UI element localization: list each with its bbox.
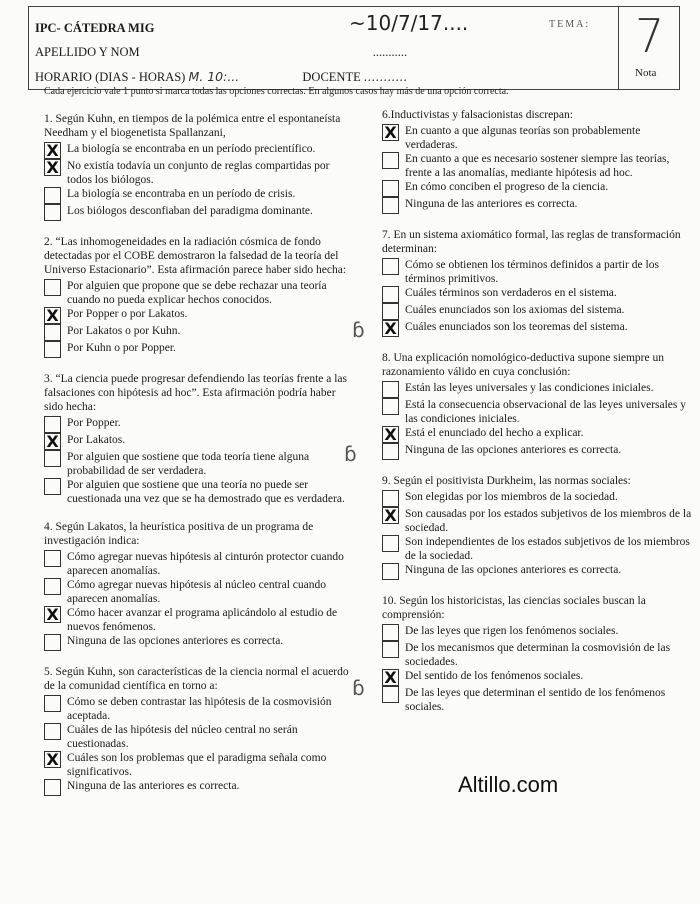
answer-checkbox[interactable] xyxy=(382,443,399,460)
answer-option[interactable] xyxy=(44,550,354,578)
answer-option[interactable] xyxy=(44,779,354,796)
answer-checkbox[interactable] xyxy=(44,324,61,341)
answer-label: Por Lakatos o por Kuhn. xyxy=(67,325,181,337)
answer-checkbox[interactable]: X xyxy=(44,142,61,159)
answer-label: Los biólogos desconfiaban del paradigma dominante. xyxy=(67,205,313,217)
answer-checkbox[interactable]: X xyxy=(44,307,61,324)
answer-option[interactable] xyxy=(44,142,354,159)
question-text: 10. Según los historicistas, las ciencias sociales buscan la comprensión: xyxy=(382,595,646,621)
answer-checkbox[interactable] xyxy=(382,303,399,320)
answer-option[interactable] xyxy=(382,443,692,460)
answer-checkbox[interactable] xyxy=(44,695,61,712)
question xyxy=(44,520,354,651)
answer-label: Cómo agregar nuevas hipótesis al cinturón protector cuando aparecen anomalías. xyxy=(67,551,344,577)
answer-label: Cuáles enunciados son los teoremas del sistema. xyxy=(405,321,628,333)
answer-option[interactable] xyxy=(44,578,354,606)
header-line-1 xyxy=(35,21,154,36)
answer-checkbox[interactable] xyxy=(44,450,61,467)
answer-checkbox[interactable] xyxy=(382,535,399,552)
question xyxy=(382,474,692,580)
answer-option[interactable] xyxy=(44,634,354,651)
answer-option[interactable] xyxy=(382,563,692,580)
answer-label: Cómo se deben contrastar las hipótesis de la cosmovisión aceptada. xyxy=(67,696,332,722)
answer-checkbox[interactable] xyxy=(382,686,399,703)
teacher-value: ........... xyxy=(363,69,408,84)
schedule-label: HORARIO (DIAS - HORAS) xyxy=(35,70,186,84)
question xyxy=(382,594,692,714)
exam-header xyxy=(28,6,680,90)
answer-checkbox[interactable] xyxy=(382,152,399,169)
answer-option[interactable] xyxy=(382,197,692,214)
question-text: 6.Inductivistas y falsacionistas discrepan: xyxy=(382,109,573,121)
answer-label: La biología se encontraba en un período de crisis. xyxy=(67,188,296,200)
answer-option[interactable] xyxy=(382,152,692,180)
answer-label: Está la consecuencia observacional de las leyes universales y las condiciones iniciales. xyxy=(405,399,686,425)
check-mark-q7: ɓ xyxy=(352,318,365,342)
answer-checkbox[interactable] xyxy=(382,398,399,415)
answer-option[interactable] xyxy=(382,535,692,563)
questions-right-column xyxy=(382,108,692,728)
answer-checkbox[interactable]: X xyxy=(44,751,61,768)
answer-checkbox[interactable] xyxy=(44,187,61,204)
answer-label: Ninguna de las opciones anteriores es correcta. xyxy=(405,564,622,576)
answer-option[interactable] xyxy=(382,686,692,714)
answer-label: Está el enunciado del hecho a explicar. xyxy=(405,427,584,439)
answer-checkbox[interactable] xyxy=(382,258,399,275)
answer-checkbox[interactable] xyxy=(44,578,61,595)
answer-checkbox[interactable] xyxy=(382,286,399,303)
check-mark-q10: ɓ xyxy=(352,676,365,700)
grade-value: 7 xyxy=(635,9,665,63)
answer-label: No existía todavía un conjunto de reglas compartidas por todos los biólogos. xyxy=(67,160,330,186)
answer-checkbox[interactable] xyxy=(382,624,399,641)
answer-option[interactable] xyxy=(44,307,354,324)
answer-option[interactable] xyxy=(44,187,354,204)
answer-label: Son causadas por los estados subjetivos de los miembros de la sociedad. xyxy=(405,508,692,534)
question xyxy=(44,665,354,796)
answer-option[interactable] xyxy=(44,416,354,433)
question xyxy=(44,372,354,506)
answer-option[interactable] xyxy=(382,381,692,398)
answer-option[interactable] xyxy=(44,478,354,506)
teacher-label: DOCENTE xyxy=(302,70,361,84)
answer-checkbox[interactable] xyxy=(382,180,399,197)
answer-option[interactable] xyxy=(44,695,354,723)
answer-label: Cuáles enunciados son los axiomas del sistema. xyxy=(405,304,625,316)
answer-label: De los mecanismos que determinan la cosmovisión de las sociedades. xyxy=(405,642,671,668)
answer-checkbox[interactable] xyxy=(44,478,61,495)
answer-option[interactable] xyxy=(382,320,692,337)
answer-label: Son independientes de los estados subjetivos de los miembros de la sociedad. xyxy=(405,536,690,562)
answer-option[interactable] xyxy=(382,286,692,303)
question xyxy=(44,235,354,358)
answer-label: Cómo se obtienen los términos definidos a partir de los términos primitivos. xyxy=(405,259,659,285)
answer-label: En cuanto a que es necesario sostener siempre las teorías, frente a las anomalías, mediante hipótesis ad hoc. xyxy=(405,153,670,179)
answer-checkbox[interactable] xyxy=(44,204,61,221)
answer-label: Cuáles son los problemas que el paradigma señala como significativos. xyxy=(67,752,327,778)
answer-label: Por Popper o por Lakatos. xyxy=(67,308,188,320)
question-text: 4. Según Lakatos, la heurística positiva de un programa de investigación indica: xyxy=(44,521,314,547)
answer-label: Cuáles términos son verdaderos en el sistema. xyxy=(405,287,617,299)
answer-checkbox[interactable]: X xyxy=(382,426,399,443)
question xyxy=(382,351,692,460)
question-text: 3. “La ciencia puede progresar defendiendo las teorías frente a las falsaciones con hipótesis ad hoc”. Esta afirmación podría haber sido hecha: xyxy=(44,373,348,413)
answer-checkbox[interactable] xyxy=(44,416,61,433)
name-dots: ........... xyxy=(372,45,408,59)
answer-checkbox[interactable] xyxy=(44,550,61,567)
answer-checkbox[interactable] xyxy=(382,490,399,507)
question-text: 9. Según el positivista Durkheim, las normas sociales: xyxy=(382,475,631,487)
answer-label: En cómo conciben el progreso de la ciencia. xyxy=(405,181,609,193)
answer-checkbox[interactable] xyxy=(382,381,399,398)
answer-checkbox[interactable] xyxy=(44,779,61,796)
instructions: Cada ejercicio vale 1 punto si marca todas las opciones correctas. En algunos casos hay más de una opción correcta. xyxy=(44,86,509,97)
answer-label: Del sentido de los fenómenos sociales. xyxy=(405,670,584,682)
answer-checkbox[interactable] xyxy=(44,634,61,651)
answer-option[interactable] xyxy=(44,159,354,187)
question-text: 5. Según Kuhn, son características de la ciencia normal el acuerdo de la comunidad científica en torno a: xyxy=(44,666,349,692)
answer-option[interactable] xyxy=(44,324,354,341)
answer-label: Por alguien que sostiene que una teoría no puede ser cuestionada una vez que se ha demostrado que es verdadera. xyxy=(67,479,345,505)
schedule-value: M. 10:... xyxy=(188,69,240,84)
answer-checkbox[interactable]: X xyxy=(44,606,61,623)
questions-left-column xyxy=(44,112,354,810)
answer-label: Ninguna de las opciones anteriores es correcta. xyxy=(67,635,284,647)
answer-checkbox[interactable]: X xyxy=(382,507,399,524)
answer-option[interactable] xyxy=(44,204,354,221)
answer-checkbox[interactable]: X xyxy=(44,433,61,450)
name-label: APELLIDO Y NOM xyxy=(35,45,140,59)
answer-label: Ninguna de las anteriores es correcta. xyxy=(405,198,578,210)
answer-label: Ninguna de las opciones anteriores es correcta. xyxy=(405,444,622,456)
question xyxy=(44,112,354,221)
course-name: IPC- CÁTEDRA MIG xyxy=(35,21,155,35)
answer-label: Por alguien que propone que se debe rechazar una teoría cuando no pueda explicar hechos conocidos. xyxy=(67,280,327,306)
answer-option[interactable] xyxy=(382,641,692,669)
header-line-3 xyxy=(35,69,408,85)
answer-option[interactable] xyxy=(382,624,692,641)
answer-label: En cuanto a que algunas teorías son probablemente verdaderas. xyxy=(405,125,641,151)
answer-checkbox[interactable] xyxy=(44,279,61,296)
question-text: 8. Una explicación nomológico-deductiva supone siempre un razonamiento válido en cuya conclusión: xyxy=(382,352,664,378)
answer-option[interactable] xyxy=(382,490,692,507)
answer-label: Por Kuhn o por Popper. xyxy=(67,342,176,354)
answer-option[interactable] xyxy=(382,669,692,686)
question xyxy=(382,228,692,337)
answer-checkbox[interactable]: X xyxy=(382,669,399,686)
answer-option[interactable] xyxy=(44,279,354,307)
answer-option[interactable] xyxy=(44,433,354,450)
answer-checkbox[interactable] xyxy=(382,641,399,658)
answer-option[interactable] xyxy=(382,398,692,426)
answer-checkbox[interactable] xyxy=(44,341,61,358)
watermark: Altillo.com xyxy=(458,772,559,797)
answer-checkbox[interactable] xyxy=(44,723,61,740)
answer-label: Por Popper. xyxy=(67,417,121,429)
answer-label: Ninguna de las anteriores es correcta. xyxy=(67,780,240,792)
answer-label: Por alguien que sostiene que toda teoría tiene alguna probabilidad de ser verdadera. xyxy=(67,451,310,477)
question-text: 2. “Las inhomogeneidades en la radiación cósmica de fondo detectadas por el COBE demostraron la falsedad de la teoría del Universo Estacionario”. Esta afirmación parece haber sido hecha: xyxy=(44,236,347,276)
answer-option[interactable] xyxy=(44,341,354,358)
answer-option[interactable] xyxy=(382,124,692,152)
answer-option[interactable] xyxy=(44,606,354,634)
header-line-2 xyxy=(35,45,407,60)
answer-option[interactable] xyxy=(382,180,692,197)
answer-checkbox[interactable] xyxy=(382,197,399,214)
answer-option[interactable] xyxy=(382,303,692,320)
question-text: 7. En un sistema axiomático formal, las reglas de transformación determinan: xyxy=(382,229,681,255)
question-text: 1. Según Kuhn, en tiempos de la polémica entre el espontaneísta Needham y el biogenetista Spallanzani, xyxy=(44,113,341,139)
grade-box xyxy=(618,7,679,89)
answer-option[interactable] xyxy=(382,507,692,535)
answer-option[interactable] xyxy=(382,426,692,443)
answer-option[interactable] xyxy=(44,751,354,779)
answer-checkbox[interactable]: X xyxy=(382,124,399,141)
answer-label: Cuáles de las hipótesis del núcleo central no serán cuestionadas. xyxy=(67,724,298,750)
handwritten-date: ~10/7/17.... xyxy=(349,11,469,35)
answer-label: De las leyes que rigen los fenómenos sociales. xyxy=(405,625,619,637)
answer-label: Son elegidas por los miembros de la sociedad. xyxy=(405,491,618,503)
answer-label: Están las leyes universales y las condiciones iniciales. xyxy=(405,382,654,394)
answer-checkbox[interactable] xyxy=(382,563,399,580)
check-mark-q8: ɓ xyxy=(344,442,357,466)
answer-label: De las leyes que determinan el sentido de los fenómenos sociales. xyxy=(405,687,666,713)
answer-label: Cómo hacer avanzar el programa aplicándolo al estudio de nuevos fenómenos. xyxy=(67,607,338,633)
answer-checkbox[interactable]: X xyxy=(44,159,61,176)
answer-label: Por Lakatos. xyxy=(67,434,126,446)
question xyxy=(382,108,692,214)
answer-label: La biología se encontraba en un período precientífico. xyxy=(67,143,316,155)
answer-option[interactable] xyxy=(44,450,354,478)
answer-option[interactable] xyxy=(382,258,692,286)
grade-label: Nota xyxy=(635,67,657,79)
answer-checkbox[interactable]: X xyxy=(382,320,399,337)
answer-label: Cómo agregar nuevas hipótesis al núcleo central cuando aparecen anomalías. xyxy=(67,579,326,605)
answer-option[interactable] xyxy=(44,723,354,751)
tema-label: TEMA: xyxy=(549,19,591,30)
